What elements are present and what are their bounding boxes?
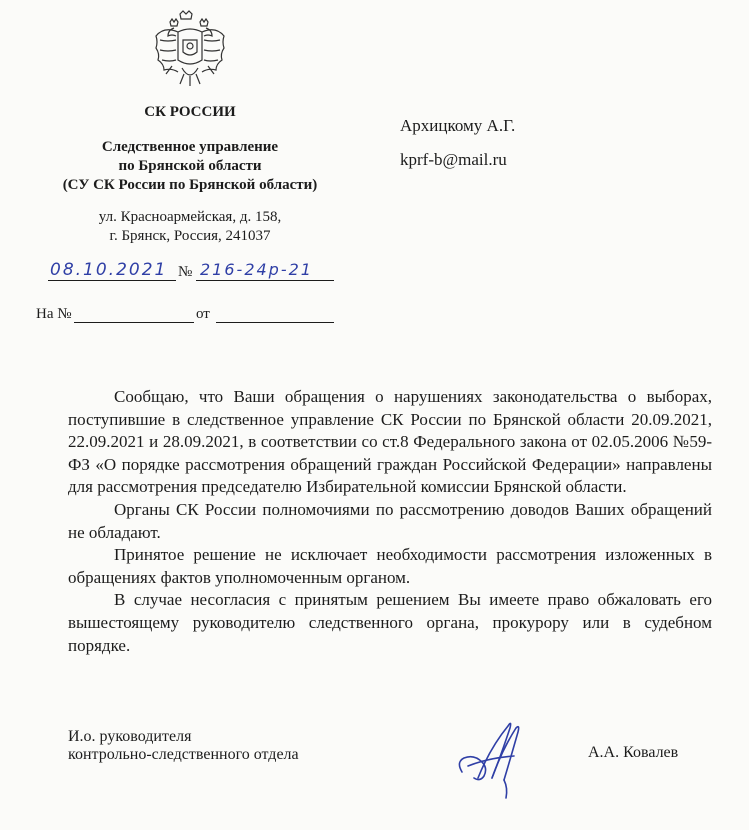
- signer-position-line: И.о. руководителя: [68, 728, 192, 745]
- reference-from-label: от: [196, 306, 210, 322]
- number-underline: [196, 280, 334, 281]
- recipient-name: Архицкому А.Г.: [400, 116, 516, 135]
- signer-name: А.А. Ковалев: [588, 744, 679, 761]
- signer-position-line: контрольно-следственного отдела: [68, 746, 299, 763]
- reference-number-underline: [74, 322, 194, 323]
- number-label: №: [178, 264, 193, 280]
- org-address: [40, 208, 340, 246]
- russian-double-headed-eagle-icon: [152, 10, 228, 88]
- body-paragraph: Принятое решение не исключает необходимости рассмотрения изложенных в обращениях фактов уполномоченным органом.: [68, 545, 712, 587]
- registration-line: [48, 260, 338, 284]
- reference-line: [36, 306, 338, 328]
- body-paragraph: В случае несогласия с принятым решением Вы имеете право обжаловать его вышестоящему руководителю следственного органа, прокурору или в судебном порядке.: [68, 590, 712, 655]
- org-full-line: Следственное управление: [101, 139, 279, 155]
- address-line: г. Брянск, Россия, 241037: [109, 228, 271, 244]
- registration-date: 08.10.2021: [50, 260, 168, 280]
- body-paragraph: Органы СК России полномочиями по рассмотрению доводов Ваших обращений не обладают.: [68, 499, 712, 542]
- org-full-name: [40, 138, 340, 195]
- org-name: СК РОССИИ: [144, 104, 236, 120]
- date-underline: [48, 280, 176, 281]
- handwritten-signature-icon: [448, 712, 534, 802]
- signer-position: [68, 728, 299, 764]
- recipient-email: kprf-b@mail.ru: [400, 150, 507, 169]
- letter-body: [68, 386, 712, 657]
- address-line: ул. Красноармейская, д. 158,: [98, 209, 282, 225]
- reference-number-label: На №: [36, 306, 72, 322]
- body-paragraph: Сообщаю, что Ваши обращения о нарушениях законодательства о выборах, поступившие в следственное управление СК России по Брянской области 20.09.2021, 22.09.2021 и 28.09.2021, в соответствии со ст.8 Федерального закона от 02.05.2006 №59-ФЗ «О порядке рассмотрения обращений граждан Российской Федерации» направлены для рассмотрения председателю Избирательной комиссии Брянской области.: [68, 387, 712, 497]
- registration-number: 216-24р-21: [200, 260, 313, 279]
- org-full-line: (СУ СК России по Брянской области): [62, 177, 318, 193]
- org-full-line: по Брянской области: [118, 158, 262, 174]
- reference-from-underline: [216, 322, 334, 323]
